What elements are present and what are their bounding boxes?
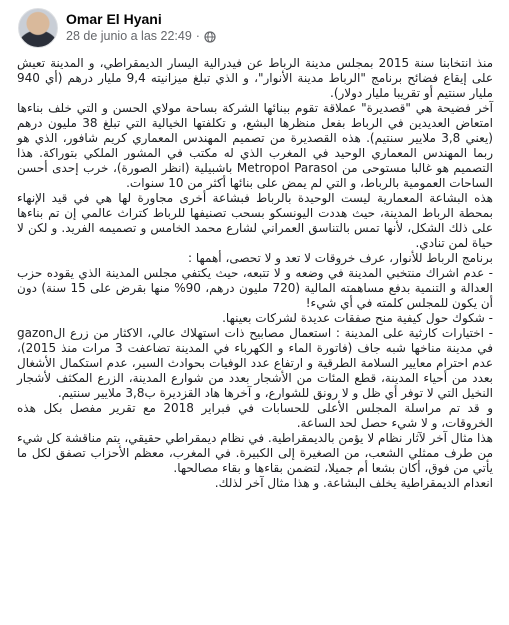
post-paragraph-7: - اختيارات كارثية على المدينة : استعمال مصابيح ذات استهلاك عالي، الاكثار من زرع الgazon في مدينة مناخها شبه جاف (فاتورة الماء و الكهرباء في المدينة تضاعفت 3 مرات منذ 2015)، عدم احترام معايير السلامة الطرقية و ارتفاع عدد الوفيات بحوادث السير، عدم استكمال الأشغال بعدد من أحياء المدينة، قطع المئات من الأشجار بعدد من شوارع المدينة، الزرع المكثف لأشجار النخيل التي لا توفر أي ظل و لا رونق للشوارع، و آخرها هاد القزديرة ب3,8 ملايير سنتيم. (17, 326, 493, 400)
post-paragraph-10: انعدام الديمقراطية يخلف البشاعة. و هذا مثال آخر لذلك. (214, 476, 493, 490)
post-subline (66, 29, 216, 45)
post-paragraph-3: هذه البشاعة المعمارية ليست الوحيدة بالرباط فبشاعة أخرى مجاورة لها هي في قيد الإنهاء بمحطة الرباط المدينة، حيث هددت اليونسكو بسحب تصنيفها للرباط كتراث عالمي إن تم بناءها على ذلك الشكل، لأنها تمس بالتناسق العمراني لشارع محمد الخامس و تصميمه الفريد. و لكن لا حياة لمن تنادي. (17, 191, 493, 250)
avatar[interactable] (18, 8, 58, 48)
post-header (18, 8, 216, 48)
post-paragraph-8: و قد تم مراسلة المجلس الأعلى للحسابات في فبراير 2018 مع تقرير مفصل بكل هذه الخروقات، و لا شيء حصل لحد الساعة. (17, 401, 493, 430)
post-body (17, 56, 493, 491)
globe-icon[interactable] (204, 31, 216, 43)
post-meta (66, 11, 216, 44)
post-paragraph-2: آخر فضيحة هي "قصديرة" عملاقة تقوم ببنائها الشركة بساحة مولاي الحسن و التي خلف بناءها امتعاض العديدين في الرباط بفعل منظرها البشع، و تكلفتها الخيالية التي تبلغ 38 مليون درهم (يعني 3,8 ملايير سنتيم). هذه القصديرة من تصميم المهندس المعماري كريم شافور، الذي هو ربما المهندس المعماري الوحيد في المغرب الذي له مكتب في المشور الملكي بتوراكة. هذا التصميم هو غالبا مستوحى من Metropol Parasol باشبيلية (انظر الصورة)، خرب إحدى أحسن الساحات العمومية بالرباط، و التي لم يمض على بنائها أكثر من 10 سنوات. (17, 101, 493, 190)
post-paragraph-4: برنامج الرباط للأنوار، عرف خروقات لا تعد و لا تحصى، أهمها : (187, 251, 493, 265)
post-paragraph-1: منذ انتخابنا سنة 2015 بمجلس مدينة الرباط عن فيدرالية اليسار الديمقراطي، و المدينة تعيش على إيقاع فضائح برنامج "الرباط مدينة الأنوار"، و الذي تبلغ ميزانيته 9,4 مليار درهم (أي 940 مليار سنتيم أو تقريبا مليار دولار). (17, 56, 493, 100)
author-name-link[interactable]: Omar El Hyani (66, 11, 162, 28)
post-paragraph-5: - عدم اشراك منتخبي المدينة في وضعه و لا تتبعه، حيث يكتفي مجلس المدينة الذي يقوده حزب العدالة و التنمية بدفع مساهمته المالية (720 مليون درهم، 90% منها بقرض على 15 سنة) دون أن يكون للمجلس كلمته في أي شيء! (17, 266, 493, 310)
post-timestamp[interactable]: 28 de junio a las 22:49 (66, 28, 192, 43)
post-paragraph-6: - شكوك حول كيفية منح صفقات عديدة لشركات بعينها. (222, 311, 493, 325)
separator-dot: · (195, 28, 200, 43)
post-paragraph-9: هذا مثال آخر لآثار نظام لا يؤمن بالديمقراطية. في نظام ديمقراطي حقيقي، يتم مناقشة كل شيء من طرف ممثلي الشعب، من الصغيرة إلى الكبيرة. في المغرب، معظم الأحزاب تصفق لكل ما يأتي من فوق، أكان بشعا أم جميلا، لتضمن بقاءها و بقاء مصالحها. (17, 431, 493, 475)
